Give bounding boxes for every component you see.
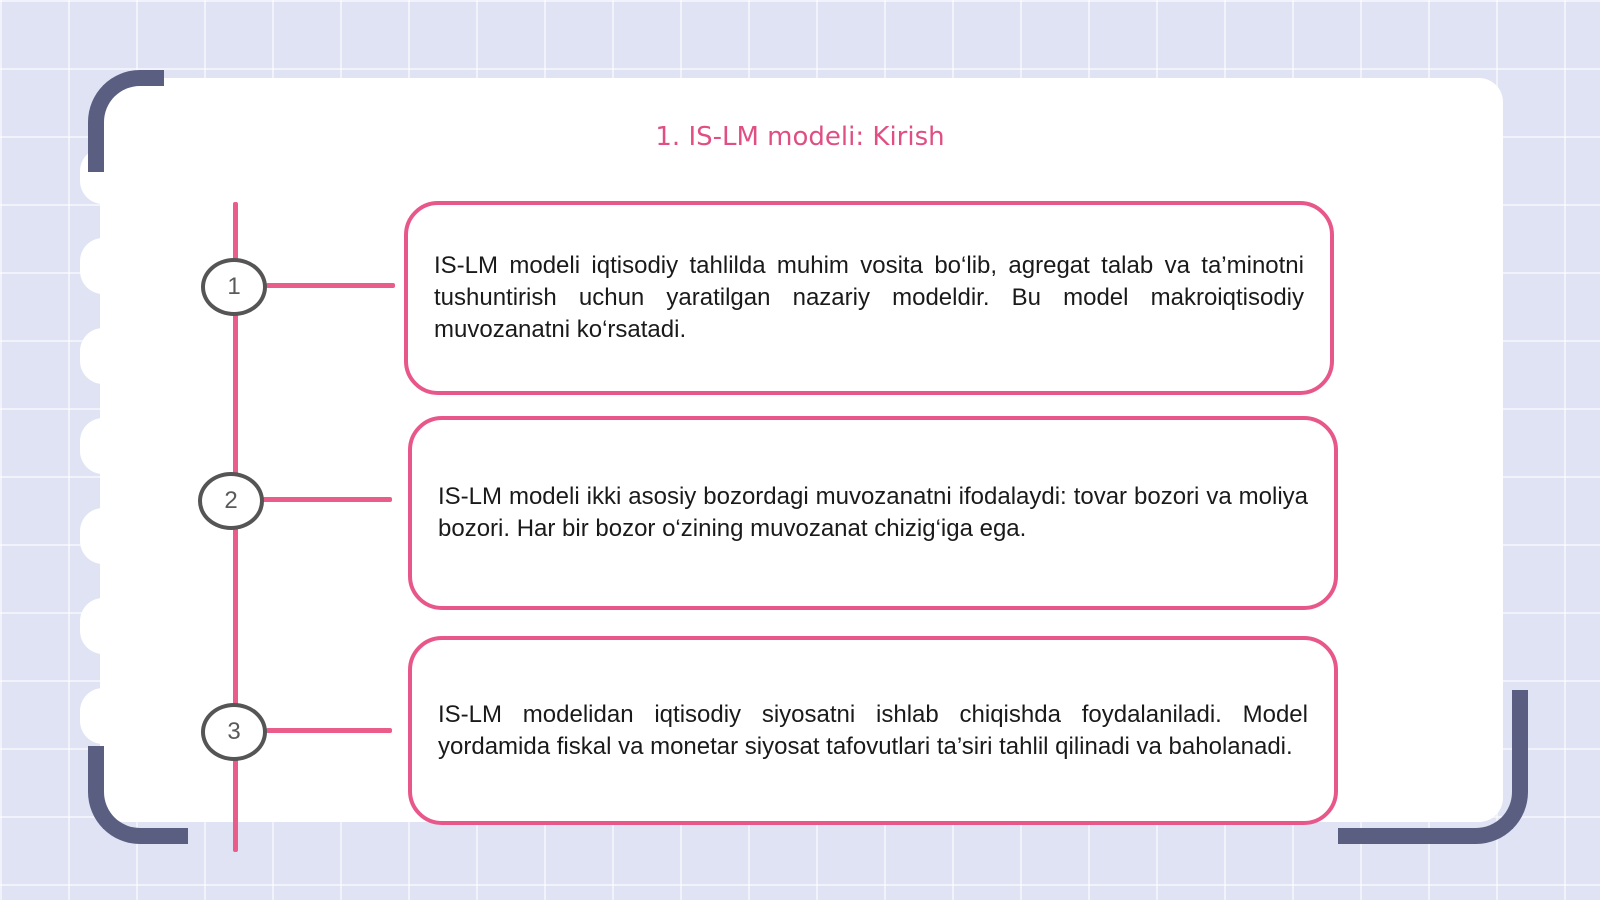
step-3-text: IS-LM modelidan iqtisodiy siyosatni ishlab chiqishda foydalaniladi. Model yordamida fiskal va monetar siyosat tafovutlari ta’siri tahlil qilinadi va baholanadi.: [438, 700, 1308, 760]
notebook-edge-bump: [80, 328, 126, 384]
step-1-text: IS-LM modeli iqtisodiy tahlilda muhim vosita bo‘lib, agregat talab va ta’minotni tushuntirish uchun yaratilgan nazariy modeldir. Bu model makroiqtisodiy muvozanatni ko‘rsatadi.: [434, 252, 1304, 343]
step-3-connector: [266, 728, 392, 733]
step-2-card: [408, 416, 1338, 610]
step-1-card: [404, 201, 1334, 395]
notebook-edge-bump: [80, 238, 126, 294]
notebook-edge-bump: [80, 508, 126, 564]
step-1-number-badge: 1: [201, 258, 267, 316]
step-3-number-badge: 3: [201, 703, 267, 761]
step-2-text: IS-LM modeli ikki asosiy bozordagi muvozanatni ifodalaydi: tovar bozori va moliya bozori. Har bir bozor o‘zining muvozanat chizig‘iga ega.: [438, 483, 1308, 542]
frame-corner-top-left: [88, 70, 164, 172]
notebook-edge-bump: [80, 418, 126, 474]
slide-title: 1. IS-LM modeli: Kirish: [655, 122, 945, 152]
step-1-connector: [266, 283, 395, 288]
frame-corner-bottom-right: [1338, 690, 1528, 844]
notebook-edge-bump: [80, 598, 126, 654]
notebook-edge-bump: [80, 688, 126, 744]
frame-corner-bottom-left: [88, 746, 188, 844]
step-2-number-badge: 2: [198, 472, 264, 530]
step-3-card: [408, 636, 1338, 825]
step-2-connector: [262, 497, 392, 502]
